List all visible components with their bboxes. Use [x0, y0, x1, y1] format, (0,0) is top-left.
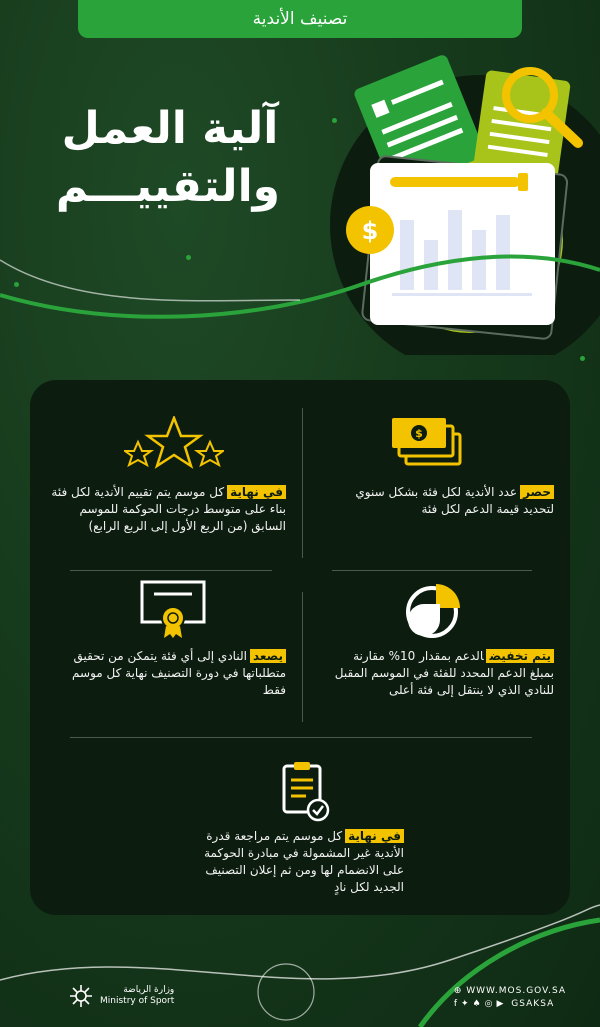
snapchat-icon[interactable]: ♠	[472, 999, 482, 1009]
youtube-icon[interactable]: ▶	[496, 999, 505, 1009]
decor-dot	[186, 255, 191, 260]
ministry-name-en: Ministry of Sport	[100, 996, 175, 1006]
social-handle: GSAKSA	[511, 999, 555, 1009]
money-stack-icon	[392, 416, 462, 468]
globe-icon: ⊕	[453, 986, 463, 996]
card-highlight: يتم تخفيض	[486, 649, 554, 663]
ministry-name-ar: وزارة الرياضة	[123, 985, 175, 995]
social-links	[454, 999, 566, 1009]
three-stars-icon	[124, 416, 224, 472]
card-highlight: حصر	[520, 485, 554, 499]
card-text: الدعم بمقدار 10% مقارنة بمبلغ الدعم المحدد للفئة في الموسم المقبل للنادي الذي لا ينتقل إلى فئة أعلى	[334, 649, 554, 697]
section-tab: تصنيف الأندية	[78, 0, 522, 38]
card-text: النادي إلى أي فئة يتمكن من تحقيق متطلباتها في دورة التصنيف نهاية كل موسم فقط	[72, 649, 286, 697]
divider	[302, 408, 303, 558]
card-text: كل موسم يتم تقييم الأندية لكل فئة بناء على متوسط درجات الحوكمة للموسم السابق (من الربع الأول إلى الربع الرابع)	[51, 485, 286, 533]
footer-contacts	[454, 986, 566, 1009]
divider	[332, 570, 532, 571]
decor-dot	[14, 282, 19, 287]
facebook-icon[interactable]: f	[453, 999, 458, 1009]
website-link[interactable]	[454, 986, 566, 996]
decor-dot	[580, 356, 585, 361]
card-season-evaluation	[48, 484, 286, 535]
svg-text:$: $	[361, 217, 379, 245]
certificate-icon	[140, 580, 206, 640]
decorative-wave	[0, 240, 600, 360]
instagram-icon[interactable]: ◎	[484, 999, 494, 1009]
card-count-clubs	[332, 484, 554, 518]
divider	[70, 570, 272, 571]
card-highlight: في نهاية	[345, 829, 404, 843]
website-url: WWW.MOS.GOV.SA	[466, 986, 566, 996]
card-support-reduction	[332, 648, 554, 699]
card-highlight: يصعد	[250, 649, 286, 663]
divider	[70, 737, 532, 738]
twitter-icon[interactable]: ✦	[461, 999, 470, 1009]
card-text: عدد الأندية لكل فئة بشكل سنوي لتحديد قيمة الدعم لكل فئة	[355, 485, 554, 516]
card-season-review	[204, 828, 404, 896]
page-title	[55, 100, 280, 216]
logo-text	[100, 985, 174, 1007]
divider	[302, 592, 303, 722]
card-club-promotion	[70, 648, 286, 699]
svg-text:$: $	[415, 427, 423, 440]
decor-dot	[332, 118, 337, 123]
card-text: كل موسم يتم مراجعة قدرة الأندية غير المشمولة في مبادرة الحوكمة على الانضمام لها ومن ثم إعلان التصنيف الجديد لكل نادٍ	[204, 829, 404, 894]
ministry-emblem-icon	[68, 983, 94, 1009]
pie-chart-icon	[404, 580, 464, 640]
title-line-2: والتقييـــم	[55, 161, 280, 212]
info-panel	[30, 380, 570, 915]
title-line-1: آلية العمل	[61, 103, 279, 154]
ministry-logo	[68, 983, 174, 1009]
clipboard-check-icon	[282, 760, 330, 822]
card-highlight: في نهاية	[227, 485, 286, 499]
